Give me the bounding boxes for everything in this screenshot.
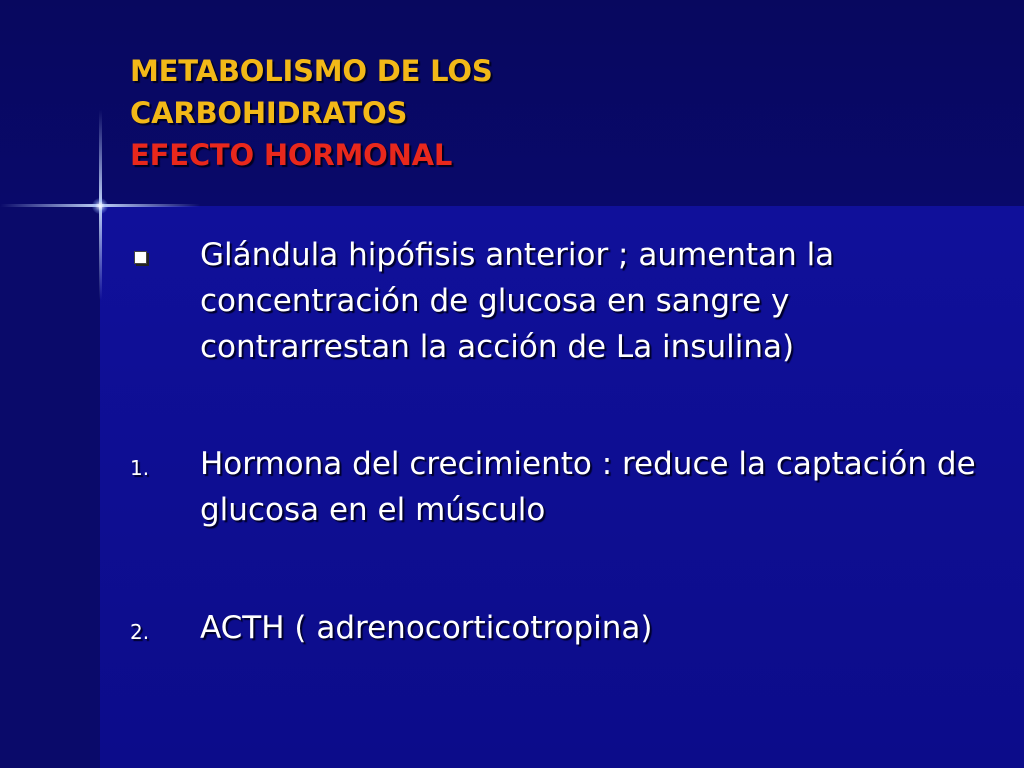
list-item-text: ACTH ( adrenocorticotropina)	[200, 610, 653, 646]
item-number: 2.	[130, 620, 150, 644]
sparkle-star-icon	[92, 198, 108, 214]
item-number: 1.	[130, 456, 150, 480]
title-line-1: METABOLISMO DE LOS	[130, 54, 493, 88]
title-line-2: CARBOHIDRATOS	[130, 96, 408, 130]
list-item-text: Glándula hipófisis anterior ; aumentan la concentración de glucosa en sangre y contrarrestan la acción de La insulina)	[200, 237, 835, 365]
number-marker	[130, 441, 190, 491]
list-item-text: Hormona del crecimiento : reduce la captación de glucosa en el músculo	[200, 446, 976, 528]
slide-title	[130, 50, 493, 176]
title-subtitle: EFECTO HORMONAL	[130, 138, 453, 172]
square-bullet-icon	[134, 251, 147, 264]
number-marker	[130, 605, 190, 655]
